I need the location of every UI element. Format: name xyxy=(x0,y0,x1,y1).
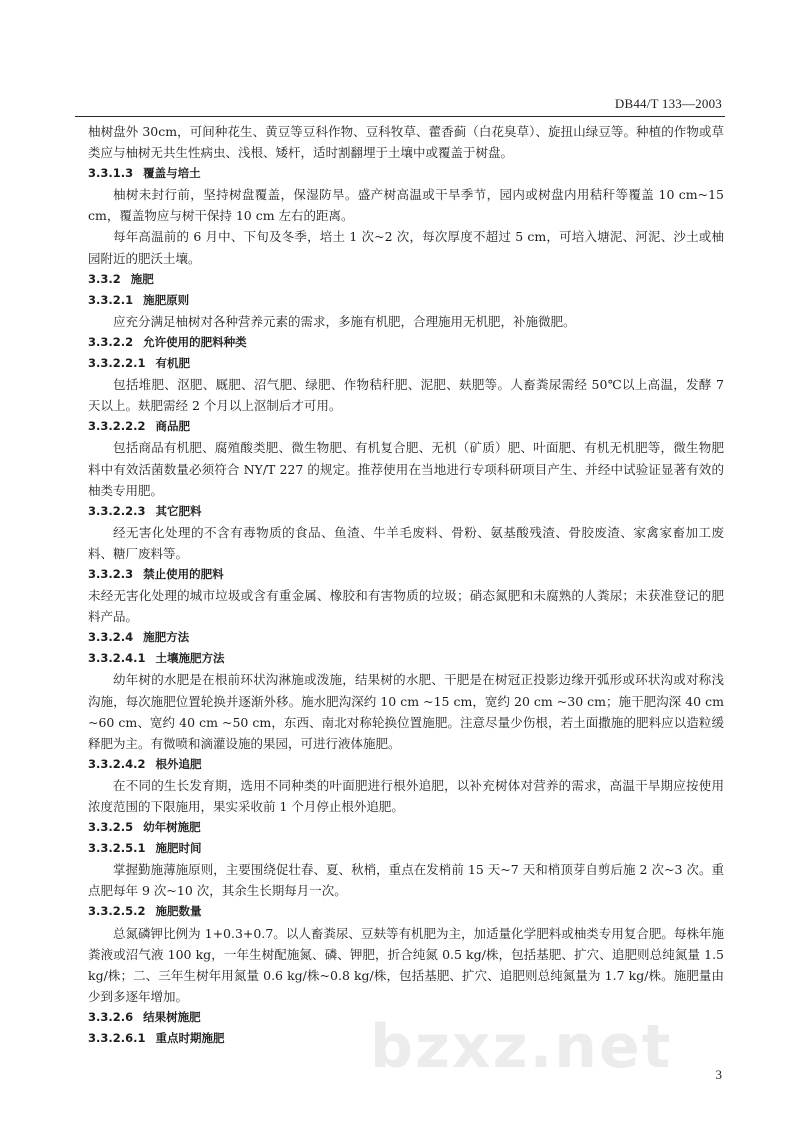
section-title: 施肥 xyxy=(130,271,154,286)
section-number: 3.3.2.4.2 xyxy=(88,756,146,771)
section-title: 施肥方法 xyxy=(143,630,190,645)
watermark: bzxz.net xyxy=(370,1012,673,1082)
section-number: 3.3.2.2.2 xyxy=(88,419,146,434)
section-heading xyxy=(88,416,724,437)
section-number: 3.3.2.4 xyxy=(88,630,134,645)
section-number: 3.3.2.5.1 xyxy=(88,841,146,856)
section-title: 施肥时间 xyxy=(155,841,202,856)
section-heading xyxy=(88,353,724,374)
section-heading xyxy=(88,754,724,775)
section-title: 覆盖与培土 xyxy=(143,166,201,181)
section-number: 3.3.2.2.3 xyxy=(88,503,146,518)
section-heading xyxy=(88,627,724,648)
paragraph: 掌握勤施薄施原则，主要围绕促壮春、夏、秋梢，重点在发梢前 15 天~7 天和梢顶芽自剪后施 2 次~3 次。重点肥每年 9 次~10 次，其余生长期每月一次。 xyxy=(88,862,724,899)
section-number: 3.3.2.2 xyxy=(88,334,134,349)
section-title: 禁止使用的肥料 xyxy=(143,566,224,581)
paragraph: 每年高温前的 6 月中、下旬及冬季，培土 1 次~2 次，每次厚度不超过 5 cm，可培入塘泥、河泥、沙土或柚园附近的肥沃土壤。 xyxy=(88,229,724,266)
section-title: 有机肥 xyxy=(155,356,190,371)
section-title: 商品肥 xyxy=(155,419,190,434)
section-heading xyxy=(88,564,724,585)
paragraph: 在不同的生长发育期，选用不同种类的叶面肥进行根外追肥，以补充树体对营养的需求，高温干旱期应按使用浓度范围的下限施用，果实采收前 1 个月停止根外追肥。 xyxy=(88,777,724,814)
page-number: 3 xyxy=(715,1067,722,1082)
section-title: 幼年树施肥 xyxy=(143,820,201,835)
section-number: 3.3.1.3 xyxy=(88,166,134,181)
section-heading xyxy=(88,838,724,859)
section-heading xyxy=(88,817,724,838)
section-title: 施肥数量 xyxy=(155,904,202,919)
section-heading xyxy=(88,501,724,522)
section-heading xyxy=(88,269,724,290)
section-heading xyxy=(88,332,724,353)
paragraph: 总氮磷钾比例为 1+0.3+0.7。以人畜粪尿、豆麸等有机肥为主，加适量化学肥料或柚类专用复合肥。每株年施粪液或沼气液 100 kg，一年生树配施氮、磷、钾肥，折合纯氮 0.5 kg/株，包括基肥、扩穴、追肥则总纯氮量 1.5 kg/株；二、三年生树年用氮量 0.6 kg/株~0.8 kg/株，包括基肥、扩穴、追肥则总纯氮量为 1.7 kg/株。施肥量由少到多逐年增加。 xyxy=(88,925,724,1004)
paragraph: 包括商品有机肥、腐殖酸类肥、微生物肥、有机复合肥、无机（矿质）肥、叶面肥、有机无机肥等，微生物肥料中有效活菌数量必须符合 NY/T 227 的规定。推荐使用在当地进行专项科研项目产生、并经中试验证显著有效的柚类专用肥。 xyxy=(88,440,724,498)
paragraph: 未经无害化处理的城市垃圾或含有重金属、橡胶和有害物质的垃圾；硝态氮肥和未腐熟的人粪尿；未获准登记的肥料产品。 xyxy=(88,588,724,625)
section-number: 3.3.2.1 xyxy=(88,292,134,307)
section-title: 重点时期施肥 xyxy=(155,1031,225,1046)
section-heading xyxy=(88,648,724,669)
section-number: 3.3.2.3 xyxy=(88,566,134,581)
section-number: 3.3.2.6.1 xyxy=(88,1031,146,1046)
section-title: 根外追肥 xyxy=(155,756,202,771)
section-number: 3.3.2 xyxy=(88,271,121,286)
section-title: 施肥原则 xyxy=(143,292,190,307)
section-title: 允许使用的肥料种类 xyxy=(143,334,247,349)
header-divider xyxy=(75,116,725,117)
section-number: 3.3.2.4.1 xyxy=(88,651,146,666)
section-number: 3.3.2.2.1 xyxy=(88,356,146,371)
section-title: 土壤施肥方法 xyxy=(155,651,225,666)
standard-code: DB44/T 133—2003 xyxy=(614,96,722,111)
document-body xyxy=(88,121,724,1049)
paragraph: 柚树盘外 30cm，可间种花生、黄豆等豆科作物、豆科牧草、藿香蓟（白花臭草）、旋扭山绿豆等。种植的作物或草类应与柚树无共生性病虫、浅根、矮杆，适时割翻埋于土壤中或覆盖于树盘。 xyxy=(88,124,724,161)
paragraph: 包括堆肥、沤肥、厩肥、沼气肥、绿肥、作物秸秆肥、泥肥、麸肥等。人畜粪尿需经 50℃以上高温，发酵 7 天以上。麸肥需经 2 个月以上沤制后才可用。 xyxy=(88,377,724,414)
section-heading xyxy=(88,163,724,184)
section-title: 结果树施肥 xyxy=(143,1009,201,1024)
section-heading xyxy=(88,901,724,922)
section-number: 3.3.2.5 xyxy=(88,820,134,835)
paragraph: 幼年树的水肥是在根前环状沟淋施或泼施，结果树的水肥、干肥是在树冠正投影边缘开弧形或环状沟或对称浅沟施，每次施肥位置轮换并逐渐外移。施水肥沟深约 10 cm ~15 cm，宽约 20 cm ~30 cm；施干肥沟深 40 cm ~60 cm、宽约 40 cm ~50 cm，东西、南北对称轮换位置施肥。注意尽量少伤根，若土面撒施的肥料应以造粒缓释肥为主。有微喷和滴灌设施的果园，可进行液体施肥。 xyxy=(88,672,724,751)
section-number: 3.3.2.6 xyxy=(88,1009,134,1024)
paragraph: 应充分满足柚树对各种营养元素的需求，多施有机肥，合理施用无机肥，补施微肥。 xyxy=(113,313,576,329)
section-title: 其它肥料 xyxy=(155,503,202,518)
section-heading xyxy=(88,290,724,311)
paragraph: 经无害化处理的不含有毒物质的食品、鱼渣、牛羊毛废料、骨粉、氨基酸残渣、骨胶废渣、家禽家畜加工废料、糖厂废料等。 xyxy=(88,524,724,561)
section-number: 3.3.2.5.2 xyxy=(88,904,146,919)
paragraph: 柚树未封行前，坚持树盘覆盖，保湿防旱。盛产树高温或干旱季节，园内或树盘内用秸秆等覆盖 10 cm~15 cm，覆盖物应与树干保持 10 cm 左右的距离。 xyxy=(88,187,724,224)
